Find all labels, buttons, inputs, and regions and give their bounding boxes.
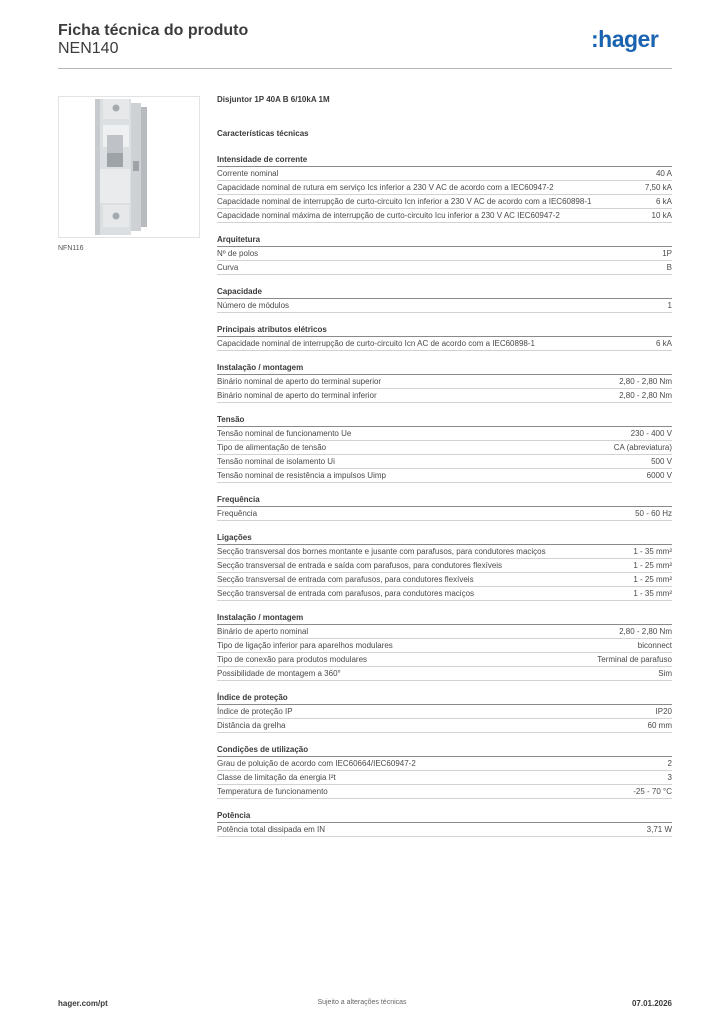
spec-value: 10 kA xyxy=(651,211,672,220)
spec-value: 40 A xyxy=(655,169,672,178)
spec-row xyxy=(217,375,672,389)
spec-label: Possibilidade de montagem a 360° xyxy=(217,669,341,678)
spec-label: Tensão nominal de isolamento Ui xyxy=(217,457,335,466)
footer-website: hager.com/pt xyxy=(58,999,108,1008)
spec-value: 1 - 25 mm² xyxy=(633,561,672,570)
spec-row xyxy=(217,261,672,275)
spec-label: Potência total dissipada em IN xyxy=(217,825,326,834)
spec-row xyxy=(217,441,672,455)
spec-value: 6000 V xyxy=(646,471,672,480)
spec-label: Classe de limitação da energia I²t xyxy=(217,773,336,782)
spec-group xyxy=(217,362,672,403)
spec-value: -25 - 70 °C xyxy=(633,787,672,796)
spec-row xyxy=(217,823,672,837)
spec-value: 1 xyxy=(667,301,672,310)
group-title: Arquitetura xyxy=(217,234,672,247)
group-title: Capacidade xyxy=(217,286,672,299)
spec-label: Frequência xyxy=(217,509,258,518)
spec-label: Binário nominal de aperto do terminal inferior xyxy=(217,391,377,400)
spec-value: B xyxy=(666,263,672,272)
spec-value: 1 - 35 mm² xyxy=(633,547,672,556)
spec-value: Sim xyxy=(658,669,672,678)
spec-group xyxy=(217,494,672,521)
group-title: Potência xyxy=(217,810,672,823)
logo-wordmark: :hager xyxy=(591,26,659,52)
document-title: Ficha técnica do produto xyxy=(58,22,249,39)
spec-value: 500 V xyxy=(651,457,672,466)
spec-label: Número de módulos xyxy=(217,301,290,310)
product-image xyxy=(58,96,200,238)
spec-row xyxy=(217,181,672,195)
spec-row xyxy=(217,455,672,469)
spec-label: Tipo de ligação inferior para aparelhos modulares xyxy=(217,641,393,650)
spec-value: 6 kA xyxy=(655,339,672,348)
group-title: Tensão xyxy=(217,414,672,427)
spec-label: Secção transversal de entrada com parafusos, para condutores flexíveis xyxy=(217,575,474,584)
spec-value: CA (abreviatura) xyxy=(613,443,672,452)
spec-label: Capacidade nominal máxima de interrupção de curto-circuito Icu inferior a 230 V AC IEC60947-2 xyxy=(217,211,560,220)
spec-group xyxy=(217,810,672,837)
spec-label: Distância da grelha xyxy=(217,721,286,730)
spec-label: Tensão nominal de funcionamento Ue xyxy=(217,429,352,438)
circuit-breaker-illustration xyxy=(59,97,199,237)
technical-specifications xyxy=(217,94,672,848)
spec-row xyxy=(217,209,672,223)
spec-label: Secção transversal de entrada e saída com parafusos, para condutores flexíveis xyxy=(217,561,503,570)
spec-label: Nº de polos xyxy=(217,249,259,258)
spec-label: Capacidade nominal de rutura em serviço Ics inferior a 230 V AC de acordo com a IEC60947-2 xyxy=(217,183,554,192)
spec-row xyxy=(217,507,672,521)
spec-label: Binário de aperto nominal xyxy=(217,627,309,636)
spec-group xyxy=(217,414,672,483)
header-divider xyxy=(58,68,672,69)
hager-logo xyxy=(591,26,673,56)
spec-value: 3 xyxy=(667,773,672,782)
spec-row xyxy=(217,719,672,733)
spec-value: 7,50 kA xyxy=(644,183,672,192)
spec-label: Tipo de conexão para produtos modulares xyxy=(217,655,368,664)
spec-label: Binário nominal de aperto do terminal superior xyxy=(217,377,382,386)
spec-value: 230 - 400 V xyxy=(630,429,672,438)
group-title: Instalação / montagem xyxy=(217,612,672,625)
spec-value: 60 mm xyxy=(647,721,672,730)
spec-group xyxy=(217,234,672,275)
spec-label: Capacidade nominal de interrupção de curto-circuito Icn AC de acordo com a IEC60898-1 xyxy=(217,339,535,348)
spec-label: Tensão nominal de resistência a impulsos Uimp xyxy=(217,471,386,480)
spec-value: 1 - 35 mm² xyxy=(633,589,672,598)
image-caption: NFN116 xyxy=(58,245,84,252)
spec-group xyxy=(217,286,672,313)
spec-row xyxy=(217,427,672,441)
spec-value: 2,80 - 2,80 Nm xyxy=(619,627,672,636)
spec-value: 50 - 60 Hz xyxy=(635,509,672,518)
spec-group xyxy=(217,744,672,799)
group-title: Instalação / montagem xyxy=(217,362,672,375)
spec-group xyxy=(217,612,672,681)
spec-row xyxy=(217,785,672,799)
spec-row xyxy=(217,705,672,719)
footer-disclaimer: Sujeito a alterações técnicas xyxy=(317,999,407,1006)
spec-group xyxy=(217,324,672,351)
spec-row xyxy=(217,389,672,403)
spec-row xyxy=(217,247,672,261)
spec-row xyxy=(217,195,672,209)
spec-label: Temperatura de funcionamento xyxy=(217,787,328,796)
spec-value: 2 xyxy=(667,759,672,768)
spec-label: Índice de proteção IP xyxy=(217,707,293,716)
spec-value: 1 - 25 mm² xyxy=(633,575,672,584)
spec-label: Corrente nominal xyxy=(217,169,279,178)
section-heading: Características técnicas xyxy=(217,129,309,138)
spec-group xyxy=(217,692,672,733)
footer-date: 07.01.2026 xyxy=(631,999,672,1008)
spec-value: 1P xyxy=(662,249,672,258)
spec-row xyxy=(217,639,672,653)
spec-label: Capacidade nominal de interrupção de curto-circuito Icn inferior a 230 V AC de acordo com a IEC60898-1 xyxy=(217,197,592,206)
spec-label: Tipo de alimentação de tensão xyxy=(217,443,327,452)
spec-group xyxy=(217,154,672,223)
spec-value: 2,80 - 2,80 Nm xyxy=(619,377,672,386)
group-title: Principais atributos elétricos xyxy=(217,324,672,337)
group-title: Ligações xyxy=(217,532,672,545)
spec-row xyxy=(217,587,672,601)
product-reference: NEN140 xyxy=(58,40,119,57)
spec-row xyxy=(217,757,672,771)
spec-row xyxy=(217,299,672,313)
spec-row xyxy=(217,653,672,667)
spec-value: 3,71 W xyxy=(646,825,672,834)
spec-row xyxy=(217,625,672,639)
group-title: Índice de proteção xyxy=(217,692,672,705)
spec-value: biconnect xyxy=(637,641,672,650)
spec-row xyxy=(217,337,672,351)
group-title: Frequência xyxy=(217,494,672,507)
spec-value: Terminal de parafuso xyxy=(597,655,672,664)
spec-row xyxy=(217,559,672,573)
spec-row xyxy=(217,167,672,181)
spec-row xyxy=(217,771,672,785)
group-title: Condições de utilização xyxy=(217,744,672,757)
spec-row xyxy=(217,545,672,559)
spec-row xyxy=(217,469,672,483)
spec-label: Curva xyxy=(217,263,239,272)
spec-row xyxy=(217,573,672,587)
spec-label: Secção transversal de entrada com parafusos, para condutores maciços xyxy=(217,589,475,598)
spec-group xyxy=(217,532,672,601)
spec-value: 6 kA xyxy=(655,197,672,206)
spec-row xyxy=(217,667,672,681)
spec-label: Grau de poluição de acordo com IEC60664/IEC60947-2 xyxy=(217,759,416,768)
spec-value: IP20 xyxy=(655,707,672,716)
product-name: Disjuntor 1P 40A B 6/10kA 1M xyxy=(217,95,330,104)
spec-value: 2,80 - 2,80 Nm xyxy=(619,391,672,400)
spec-groups xyxy=(217,154,672,837)
spec-label: Secção transversal dos bornes montante e jusante com parafusos, para condutores maciços xyxy=(217,547,546,556)
group-title: Intensidade de corrente xyxy=(217,154,672,167)
